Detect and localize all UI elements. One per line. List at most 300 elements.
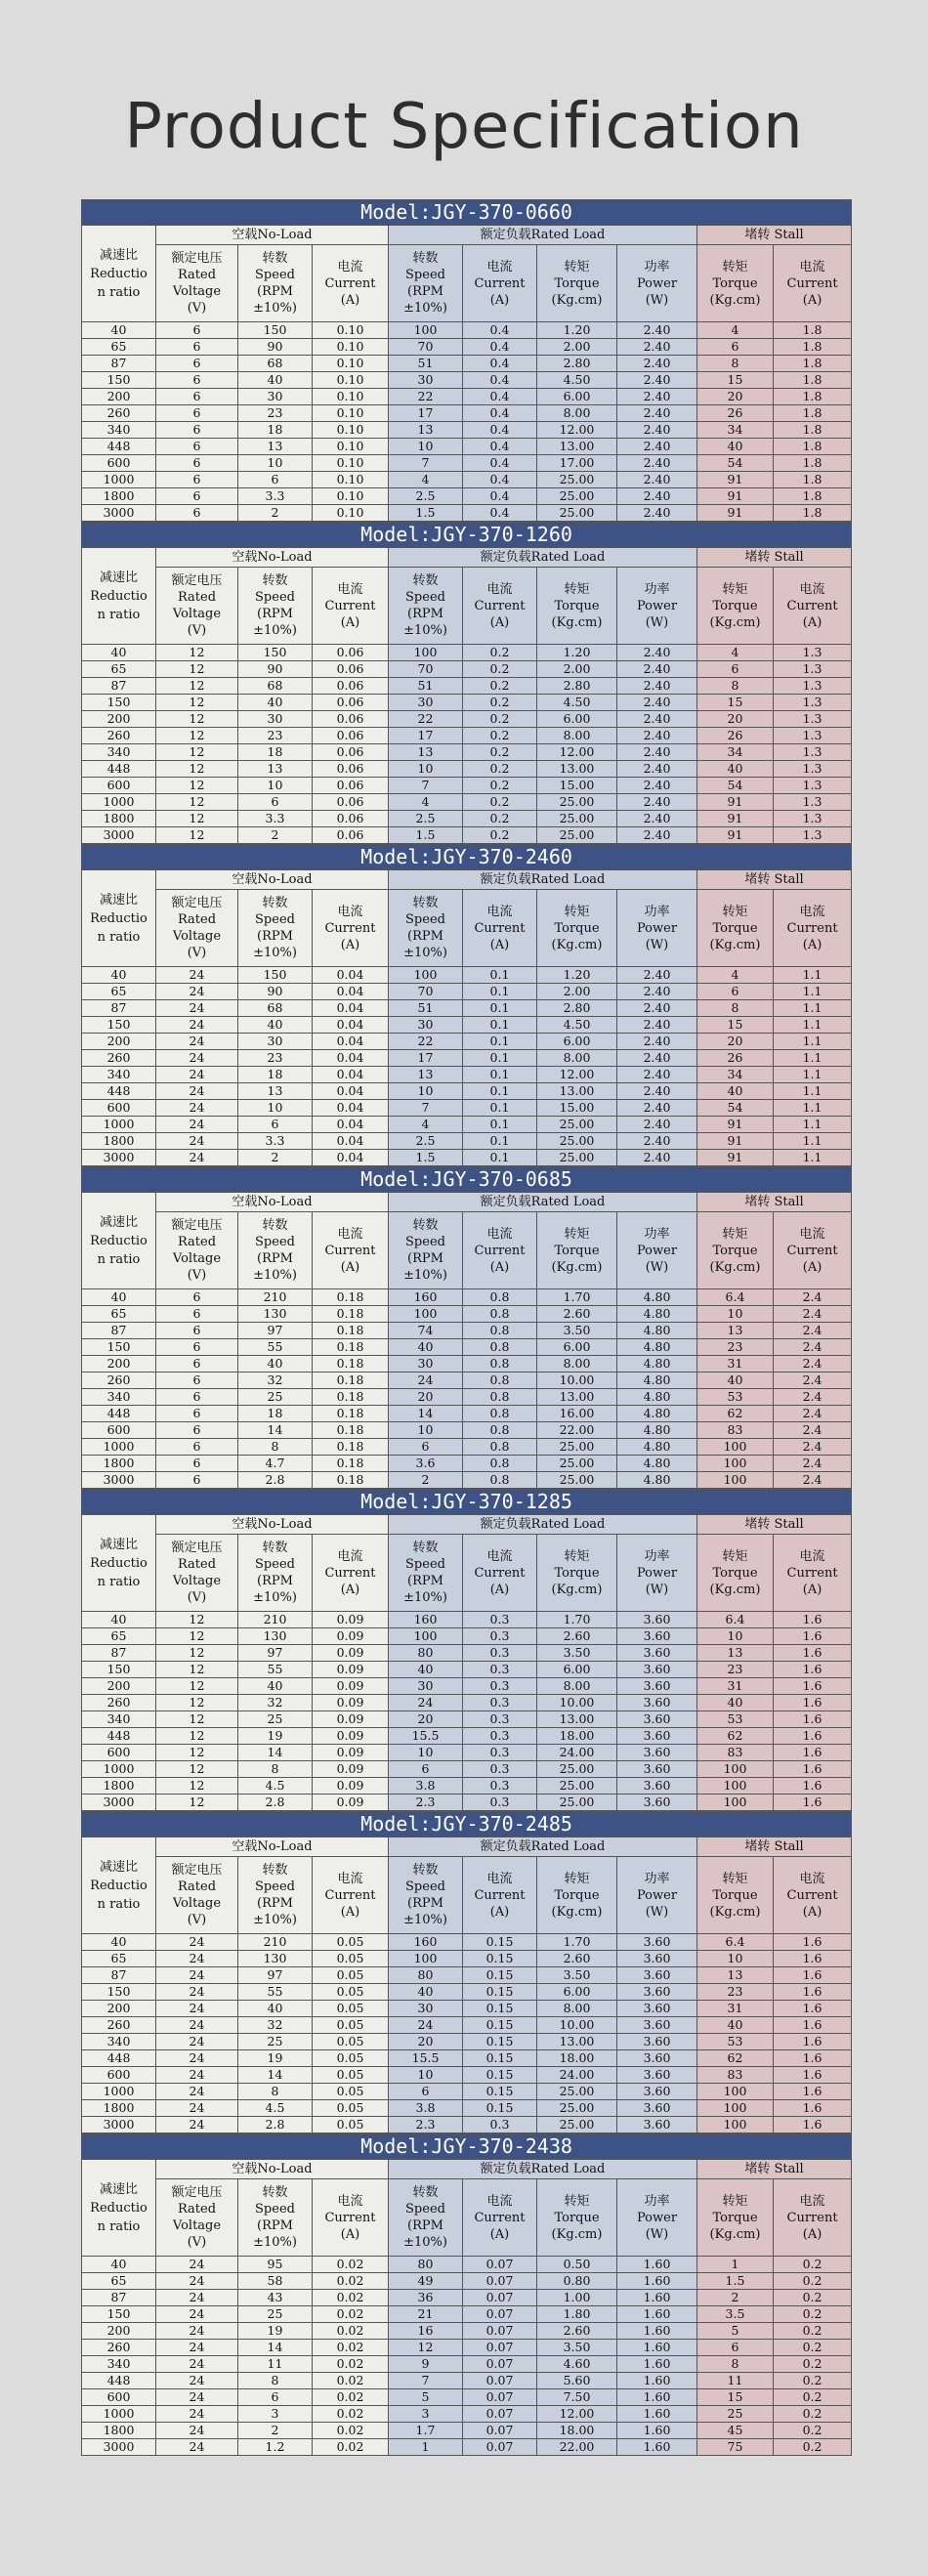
voltage-cell: 24 bbox=[156, 1150, 238, 1166]
rated-power-cell: 2.40 bbox=[617, 728, 697, 744]
ratio-cell: 600 bbox=[82, 2389, 156, 2406]
ratio-cell: 448 bbox=[82, 761, 156, 778]
noload-current-cell: 0.09 bbox=[313, 1761, 389, 1778]
stall-torque-cell: 11 bbox=[697, 2373, 774, 2389]
header-rated-power: 功率 Power (W) bbox=[617, 890, 697, 967]
noload-speed-cell: 18 bbox=[238, 422, 313, 439]
noload-speed-cell: 30 bbox=[238, 711, 313, 728]
rated-current-cell: 0.3 bbox=[463, 1695, 537, 1711]
table-row bbox=[82, 1133, 852, 1150]
rated-power-cell: 3.60 bbox=[617, 2050, 697, 2067]
ratio-cell: 600 bbox=[82, 455, 156, 472]
ratio-cell: 260 bbox=[82, 1372, 156, 1389]
noload-current-cell: 0.10 bbox=[313, 455, 389, 472]
rated-torque-cell: 25.00 bbox=[537, 811, 617, 827]
stall-torque-cell: 100 bbox=[697, 2084, 774, 2100]
noload-current-cell: 0.18 bbox=[313, 1356, 389, 1372]
noload-speed-cell: 97 bbox=[238, 1323, 313, 1339]
stall-current-cell: 1.6 bbox=[774, 2117, 852, 2133]
noload-current-cell: 0.06 bbox=[313, 744, 389, 761]
group-header-no-load: 空载No-Load bbox=[156, 2160, 389, 2179]
table-row bbox=[82, 778, 852, 794]
voltage-cell: 6 bbox=[156, 1472, 238, 1489]
rated-power-cell: 2.40 bbox=[617, 505, 697, 522]
model-title: Model:JGY-370-2485 bbox=[82, 1812, 852, 1837]
stall-current-cell: 1.6 bbox=[774, 1795, 852, 1811]
rated-speed-cell: 7 bbox=[389, 455, 463, 472]
rated-speed-cell: 6 bbox=[389, 1439, 463, 1456]
noload-speed-cell: 8 bbox=[238, 1439, 313, 1456]
header-noload-current: 电流 Current (A) bbox=[313, 1857, 389, 1934]
ratio-cell: 40 bbox=[82, 967, 156, 984]
voltage-cell: 24 bbox=[156, 1034, 238, 1050]
noload-speed-cell: 210 bbox=[238, 1289, 313, 1306]
rated-speed-cell: 40 bbox=[389, 1662, 463, 1678]
noload-speed-cell: 8 bbox=[238, 2084, 313, 2100]
noload-speed-cell: 55 bbox=[238, 1339, 313, 1356]
rated-torque-cell: 10.00 bbox=[537, 1372, 617, 1389]
rated-torque-cell: 12.00 bbox=[537, 1067, 617, 1083]
spec-table bbox=[81, 199, 852, 522]
rated-power-cell: 2.40 bbox=[617, 472, 697, 488]
noload-speed-cell: 14 bbox=[238, 1422, 313, 1439]
rated-power-cell: 4.80 bbox=[617, 1289, 697, 1306]
voltage-cell: 6 bbox=[156, 455, 238, 472]
noload-current-cell: 0.10 bbox=[313, 356, 389, 372]
rated-torque-cell: 25.00 bbox=[537, 1795, 617, 1811]
header-stall-current: 电流 Current (A) bbox=[774, 1535, 852, 1612]
rated-speed-cell: 20 bbox=[389, 2034, 463, 2050]
stall-current-cell: 1.8 bbox=[774, 472, 852, 488]
header-rated-current: 电流 Current (A) bbox=[463, 2179, 537, 2257]
noload-speed-cell: 40 bbox=[238, 2001, 313, 2017]
rated-current-cell: 0.15 bbox=[463, 2034, 537, 2050]
group-header-rated-load: 额定负载Rated Load bbox=[389, 2160, 697, 2179]
noload-speed-cell: 55 bbox=[238, 1984, 313, 2001]
rated-power-cell: 4.80 bbox=[617, 1372, 697, 1389]
rated-speed-cell: 36 bbox=[389, 2290, 463, 2306]
stall-current-cell: 1.6 bbox=[774, 1662, 852, 1678]
rated-current-cell: 0.8 bbox=[463, 1289, 537, 1306]
stall-torque-cell: 75 bbox=[697, 2439, 774, 2456]
ratio-cell: 260 bbox=[82, 2340, 156, 2356]
noload-current-cell: 0.06 bbox=[313, 695, 389, 711]
model-spec-block bbox=[81, 199, 851, 522]
rated-torque-cell: 1.20 bbox=[537, 645, 617, 661]
table-row bbox=[82, 2273, 852, 2290]
ratio-cell: 600 bbox=[82, 1422, 156, 1439]
rated-speed-cell: 100 bbox=[389, 1628, 463, 1645]
voltage-cell: 12 bbox=[156, 1628, 238, 1645]
rated-speed-cell: 74 bbox=[389, 1323, 463, 1339]
stall-torque-cell: 6 bbox=[697, 2340, 774, 2356]
noload-speed-cell: 23 bbox=[238, 1050, 313, 1067]
stall-torque-cell: 6 bbox=[697, 339, 774, 356]
rated-speed-cell: 22 bbox=[389, 711, 463, 728]
voltage-cell: 12 bbox=[156, 827, 238, 844]
stall-torque-cell: 40 bbox=[697, 2017, 774, 2034]
stall-torque-cell: 15 bbox=[697, 372, 774, 389]
rated-current-cell: 0.1 bbox=[463, 1083, 537, 1100]
header-rated-power: 功率 Power (W) bbox=[617, 568, 697, 645]
table-row bbox=[82, 744, 852, 761]
noload-current-cell: 0.02 bbox=[313, 2290, 389, 2306]
rated-power-cell: 1.60 bbox=[617, 2356, 697, 2373]
noload-speed-cell: 2 bbox=[238, 827, 313, 844]
header-rated-power: 功率 Power (W) bbox=[617, 1535, 697, 1612]
voltage-cell: 6 bbox=[156, 372, 238, 389]
stall-current-cell: 1.6 bbox=[774, 1678, 852, 1695]
table-row bbox=[82, 339, 852, 356]
rated-speed-cell: 2.3 bbox=[389, 2117, 463, 2133]
stall-torque-cell: 6.4 bbox=[697, 1934, 774, 1951]
stall-torque-cell: 5 bbox=[697, 2323, 774, 2340]
noload-current-cell: 0.18 bbox=[313, 1406, 389, 1422]
rated-speed-cell: 13 bbox=[389, 422, 463, 439]
noload-speed-cell: 32 bbox=[238, 1695, 313, 1711]
ratio-cell: 1800 bbox=[82, 1133, 156, 1150]
stall-torque-cell: 83 bbox=[697, 1422, 774, 1439]
rated-current-cell: 0.15 bbox=[463, 2050, 537, 2067]
ratio-cell: 40 bbox=[82, 2257, 156, 2273]
table-row bbox=[82, 2290, 852, 2306]
stall-current-cell: 1.3 bbox=[774, 728, 852, 744]
rated-current-cell: 0.1 bbox=[463, 1133, 537, 1150]
stall-torque-cell: 91 bbox=[697, 1117, 774, 1133]
rated-speed-cell: 10 bbox=[389, 1422, 463, 1439]
rated-torque-cell: 4.50 bbox=[537, 1017, 617, 1034]
noload-speed-cell: 8 bbox=[238, 1761, 313, 1778]
rated-speed-cell: 10 bbox=[389, 1083, 463, 1100]
stall-torque-cell: 15 bbox=[697, 1017, 774, 1034]
ratio-cell: 3000 bbox=[82, 1150, 156, 1166]
rated-speed-cell: 70 bbox=[389, 339, 463, 356]
stall-current-cell: 2.4 bbox=[774, 1456, 852, 1472]
rated-speed-cell: 12 bbox=[389, 2340, 463, 2356]
noload-current-cell: 0.09 bbox=[313, 1745, 389, 1761]
rated-current-cell: 0.07 bbox=[463, 2439, 537, 2456]
header-rated-torque: 转矩 Torque (Kg.cm) bbox=[537, 1212, 617, 1289]
rated-torque-cell: 2.00 bbox=[537, 661, 617, 678]
header-noload-speed: 转数 Speed (RPM ±10%) bbox=[238, 1535, 313, 1612]
noload-speed-cell: 14 bbox=[238, 1745, 313, 1761]
noload-current-cell: 0.10 bbox=[313, 422, 389, 439]
noload-speed-cell: 40 bbox=[238, 695, 313, 711]
spec-tables bbox=[81, 199, 851, 2456]
header-noload-current: 电流 Current (A) bbox=[313, 1535, 389, 1612]
rated-current-cell: 0.07 bbox=[463, 2340, 537, 2356]
stall-current-cell: 0.2 bbox=[774, 2423, 852, 2439]
rated-current-cell: 0.2 bbox=[463, 711, 537, 728]
ratio-cell: 87 bbox=[82, 356, 156, 372]
rated-current-cell: 0.15 bbox=[463, 2067, 537, 2084]
noload-current-cell: 0.10 bbox=[313, 372, 389, 389]
rated-current-cell: 0.4 bbox=[463, 439, 537, 455]
ratio-cell: 87 bbox=[82, 678, 156, 695]
table-row bbox=[82, 2423, 852, 2439]
rated-current-cell: 0.2 bbox=[463, 827, 537, 844]
stall-current-cell: 1.1 bbox=[774, 984, 852, 1000]
rated-torque-cell: 0.50 bbox=[537, 2257, 617, 2273]
rated-power-cell: 2.40 bbox=[617, 455, 697, 472]
voltage-cell: 12 bbox=[156, 794, 238, 811]
header-reduction-ratio: 减速比 Reductio n ratio bbox=[82, 548, 156, 645]
noload-speed-cell: 2.8 bbox=[238, 1795, 313, 1811]
group-header-rated-load: 额定负载Rated Load bbox=[389, 548, 697, 568]
stall-torque-cell: 91 bbox=[697, 827, 774, 844]
rated-current-cell: 0.8 bbox=[463, 1406, 537, 1422]
table-row bbox=[82, 1389, 852, 1406]
rated-power-cell: 1.60 bbox=[617, 2373, 697, 2389]
rated-torque-cell: 12.00 bbox=[537, 422, 617, 439]
stall-current-cell: 2.4 bbox=[774, 1306, 852, 1323]
voltage-cell: 24 bbox=[156, 2439, 238, 2456]
ratio-cell: 600 bbox=[82, 1745, 156, 1761]
rated-speed-cell: 24 bbox=[389, 1372, 463, 1389]
header-rated-voltage: 额定电压 Rated Voltage (V) bbox=[156, 2179, 238, 2257]
voltage-cell: 12 bbox=[156, 711, 238, 728]
table-row bbox=[82, 2340, 852, 2356]
noload-current-cell: 0.10 bbox=[313, 389, 389, 405]
stall-torque-cell: 23 bbox=[697, 1984, 774, 2001]
rated-power-cell: 1.60 bbox=[617, 2439, 697, 2456]
ratio-cell: 448 bbox=[82, 1728, 156, 1745]
noload-current-cell: 0.04 bbox=[313, 1050, 389, 1067]
noload-speed-cell: 8 bbox=[238, 2373, 313, 2389]
group-header-rated-load: 额定负载Rated Load bbox=[389, 1837, 697, 1857]
voltage-cell: 12 bbox=[156, 1695, 238, 1711]
stall-current-cell: 2.4 bbox=[774, 1339, 852, 1356]
ratio-cell: 448 bbox=[82, 2050, 156, 2067]
table-row bbox=[82, 2001, 852, 2017]
stall-current-cell: 2.4 bbox=[774, 1422, 852, 1439]
header-stall-torque: 转矩 Torque (Kg.cm) bbox=[697, 1857, 774, 1934]
stall-torque-cell: 100 bbox=[697, 1456, 774, 1472]
noload-speed-cell: 23 bbox=[238, 405, 313, 422]
stall-current-cell: 1.6 bbox=[774, 1745, 852, 1761]
voltage-cell: 24 bbox=[156, 2373, 238, 2389]
table-row bbox=[82, 405, 852, 422]
voltage-cell: 6 bbox=[156, 1306, 238, 1323]
voltage-cell: 6 bbox=[156, 1456, 238, 1472]
rated-current-cell: 0.4 bbox=[463, 322, 537, 339]
noload-speed-cell: 97 bbox=[238, 1645, 313, 1662]
rated-current-cell: 0.1 bbox=[463, 1117, 537, 1133]
rated-torque-cell: 4.50 bbox=[537, 695, 617, 711]
table-row bbox=[82, 761, 852, 778]
voltage-cell: 6 bbox=[156, 1439, 238, 1456]
table-row bbox=[82, 2067, 852, 2084]
rated-torque-cell: 12.00 bbox=[537, 2406, 617, 2423]
rated-torque-cell: 10.00 bbox=[537, 1695, 617, 1711]
header-rated-voltage: 额定电压 Rated Voltage (V) bbox=[156, 1212, 238, 1289]
stall-current-cell: 2.4 bbox=[774, 1323, 852, 1339]
rated-power-cell: 1.60 bbox=[617, 2406, 697, 2423]
table-row bbox=[82, 1150, 852, 1166]
stall-torque-cell: 53 bbox=[697, 1389, 774, 1406]
header-stall-torque: 转矩 Torque (Kg.cm) bbox=[697, 1535, 774, 1612]
group-header-rated-load: 额定负载Rated Load bbox=[389, 870, 697, 890]
rated-power-cell: 3.60 bbox=[617, 2067, 697, 2084]
rated-power-cell: 2.40 bbox=[617, 778, 697, 794]
stall-torque-cell: 100 bbox=[697, 1439, 774, 1456]
voltage-cell: 24 bbox=[156, 2100, 238, 2117]
table-row bbox=[82, 1067, 852, 1083]
noload-current-cell: 0.05 bbox=[313, 1967, 389, 1984]
rated-current-cell: 0.3 bbox=[463, 1662, 537, 1678]
stall-current-cell: 1.3 bbox=[774, 778, 852, 794]
rated-power-cell: 2.40 bbox=[617, 967, 697, 984]
stall-current-cell: 1.3 bbox=[774, 711, 852, 728]
noload-current-cell: 0.06 bbox=[313, 794, 389, 811]
noload-speed-cell: 25 bbox=[238, 2034, 313, 2050]
rated-current-cell: 0.8 bbox=[463, 1356, 537, 1372]
noload-speed-cell: 11 bbox=[238, 2356, 313, 2373]
table-row bbox=[82, 372, 852, 389]
rated-power-cell: 4.80 bbox=[617, 1456, 697, 1472]
ratio-cell: 260 bbox=[82, 405, 156, 422]
table-row bbox=[82, 322, 852, 339]
ratio-cell: 3000 bbox=[82, 2439, 156, 2456]
noload-current-cell: 0.10 bbox=[313, 488, 389, 505]
voltage-cell: 24 bbox=[156, 2389, 238, 2406]
ratio-cell: 40 bbox=[82, 1934, 156, 1951]
stall-torque-cell: 8 bbox=[697, 1000, 774, 1017]
stall-current-cell: 1.6 bbox=[774, 1967, 852, 1984]
voltage-cell: 24 bbox=[156, 1050, 238, 1067]
rated-power-cell: 3.60 bbox=[617, 2117, 697, 2133]
voltage-cell: 24 bbox=[156, 984, 238, 1000]
stall-torque-cell: 91 bbox=[697, 488, 774, 505]
rated-power-cell: 2.40 bbox=[617, 695, 697, 711]
rated-speed-cell: 30 bbox=[389, 1356, 463, 1372]
rated-power-cell: 3.60 bbox=[617, 1612, 697, 1628]
table-row bbox=[82, 794, 852, 811]
noload-current-cell: 0.18 bbox=[313, 1456, 389, 1472]
voltage-cell: 24 bbox=[156, 2067, 238, 2084]
voltage-cell: 6 bbox=[156, 389, 238, 405]
stall-current-cell: 1.8 bbox=[774, 505, 852, 522]
voltage-cell: 12 bbox=[156, 1778, 238, 1795]
header-noload-current: 电流 Current (A) bbox=[313, 245, 389, 322]
voltage-cell: 12 bbox=[156, 1745, 238, 1761]
noload-current-cell: 0.10 bbox=[313, 405, 389, 422]
rated-power-cell: 3.60 bbox=[617, 1678, 697, 1695]
ratio-cell: 1000 bbox=[82, 794, 156, 811]
noload-current-cell: 0.05 bbox=[313, 2117, 389, 2133]
table-row bbox=[82, 505, 852, 522]
rated-current-cell: 0.4 bbox=[463, 472, 537, 488]
rated-current-cell: 0.4 bbox=[463, 455, 537, 472]
rated-torque-cell: 13.00 bbox=[537, 1389, 617, 1406]
noload-current-cell: 0.04 bbox=[313, 1034, 389, 1050]
table-row bbox=[82, 2373, 852, 2389]
rated-torque-cell: 17.00 bbox=[537, 455, 617, 472]
header-rated-current: 电流 Current (A) bbox=[463, 890, 537, 967]
rated-torque-cell: 25.00 bbox=[537, 1472, 617, 1489]
rated-torque-cell: 13.00 bbox=[537, 1711, 617, 1728]
header-rated-torque: 转矩 Torque (Kg.cm) bbox=[537, 245, 617, 322]
noload-current-cell: 0.05 bbox=[313, 2017, 389, 2034]
rated-speed-cell: 9 bbox=[389, 2356, 463, 2373]
ratio-cell: 65 bbox=[82, 2273, 156, 2290]
table-row bbox=[82, 1289, 852, 1306]
noload-current-cell: 0.06 bbox=[313, 827, 389, 844]
voltage-cell: 12 bbox=[156, 1612, 238, 1628]
stall-current-cell: 1.6 bbox=[774, 1761, 852, 1778]
ratio-cell: 260 bbox=[82, 728, 156, 744]
ratio-cell: 1000 bbox=[82, 1761, 156, 1778]
rated-torque-cell: 5.60 bbox=[537, 2373, 617, 2389]
noload-current-cell: 0.10 bbox=[313, 322, 389, 339]
rated-speed-cell: 15.5 bbox=[389, 2050, 463, 2067]
stall-current-cell: 1.1 bbox=[774, 1017, 852, 1034]
model-spec-block bbox=[81, 522, 851, 844]
rated-power-cell: 2.40 bbox=[617, 661, 697, 678]
ratio-cell: 87 bbox=[82, 1645, 156, 1662]
rated-torque-cell: 18.00 bbox=[537, 2050, 617, 2067]
stall-current-cell: 1.6 bbox=[774, 1984, 852, 2001]
rated-speed-cell: 80 bbox=[389, 2257, 463, 2273]
stall-torque-cell: 91 bbox=[697, 472, 774, 488]
stall-torque-cell: 62 bbox=[697, 1406, 774, 1422]
stall-current-cell: 1.8 bbox=[774, 405, 852, 422]
rated-speed-cell: 80 bbox=[389, 1967, 463, 1984]
stall-torque-cell: 40 bbox=[697, 1695, 774, 1711]
rated-current-cell: 0.2 bbox=[463, 794, 537, 811]
voltage-cell: 6 bbox=[156, 422, 238, 439]
header-rated-speed: 转数 Speed (RPM ±10%) bbox=[389, 1212, 463, 1289]
table-row bbox=[82, 1356, 852, 1372]
table-row bbox=[82, 2034, 852, 2050]
spec-table bbox=[81, 522, 852, 844]
header-reduction-ratio: 减速比 Reductio n ratio bbox=[82, 1515, 156, 1612]
rated-power-cell: 2.40 bbox=[617, 1034, 697, 1050]
noload-current-cell: 0.02 bbox=[313, 2323, 389, 2340]
rated-power-cell: 3.60 bbox=[617, 2001, 697, 2017]
stall-current-cell: 1.8 bbox=[774, 389, 852, 405]
stall-current-cell: 1.1 bbox=[774, 1100, 852, 1117]
stall-torque-cell: 13 bbox=[697, 1323, 774, 1339]
rated-power-cell: 2.40 bbox=[617, 1117, 697, 1133]
rated-current-cell: 0.4 bbox=[463, 422, 537, 439]
ratio-cell: 260 bbox=[82, 2017, 156, 2034]
rated-current-cell: 0.1 bbox=[463, 1000, 537, 1017]
table-row bbox=[82, 1951, 852, 1967]
rated-speed-cell: 22 bbox=[389, 389, 463, 405]
ratio-cell: 65 bbox=[82, 1628, 156, 1645]
rated-current-cell: 0.07 bbox=[463, 2423, 537, 2439]
header-rated-torque: 转矩 Torque (Kg.cm) bbox=[537, 1535, 617, 1612]
stall-torque-cell: 54 bbox=[697, 778, 774, 794]
stall-current-cell: 1.8 bbox=[774, 455, 852, 472]
noload-current-cell: 0.04 bbox=[313, 1067, 389, 1083]
rated-current-cell: 0.8 bbox=[463, 1339, 537, 1356]
rated-speed-cell: 7 bbox=[389, 778, 463, 794]
rated-power-cell: 1.60 bbox=[617, 2423, 697, 2439]
rated-speed-cell: 15.5 bbox=[389, 1728, 463, 1745]
rated-power-cell: 4.80 bbox=[617, 1339, 697, 1356]
rated-speed-cell: 30 bbox=[389, 1678, 463, 1695]
stall-torque-cell: 53 bbox=[697, 2034, 774, 2050]
rated-torque-cell: 6.00 bbox=[537, 1662, 617, 1678]
ratio-cell: 1000 bbox=[82, 472, 156, 488]
stall-torque-cell: 31 bbox=[697, 1678, 774, 1695]
noload-speed-cell: 6 bbox=[238, 472, 313, 488]
header-noload-speed: 转数 Speed (RPM ±10%) bbox=[238, 245, 313, 322]
rated-torque-cell: 8.00 bbox=[537, 1050, 617, 1067]
rated-speed-cell: 80 bbox=[389, 1645, 463, 1662]
